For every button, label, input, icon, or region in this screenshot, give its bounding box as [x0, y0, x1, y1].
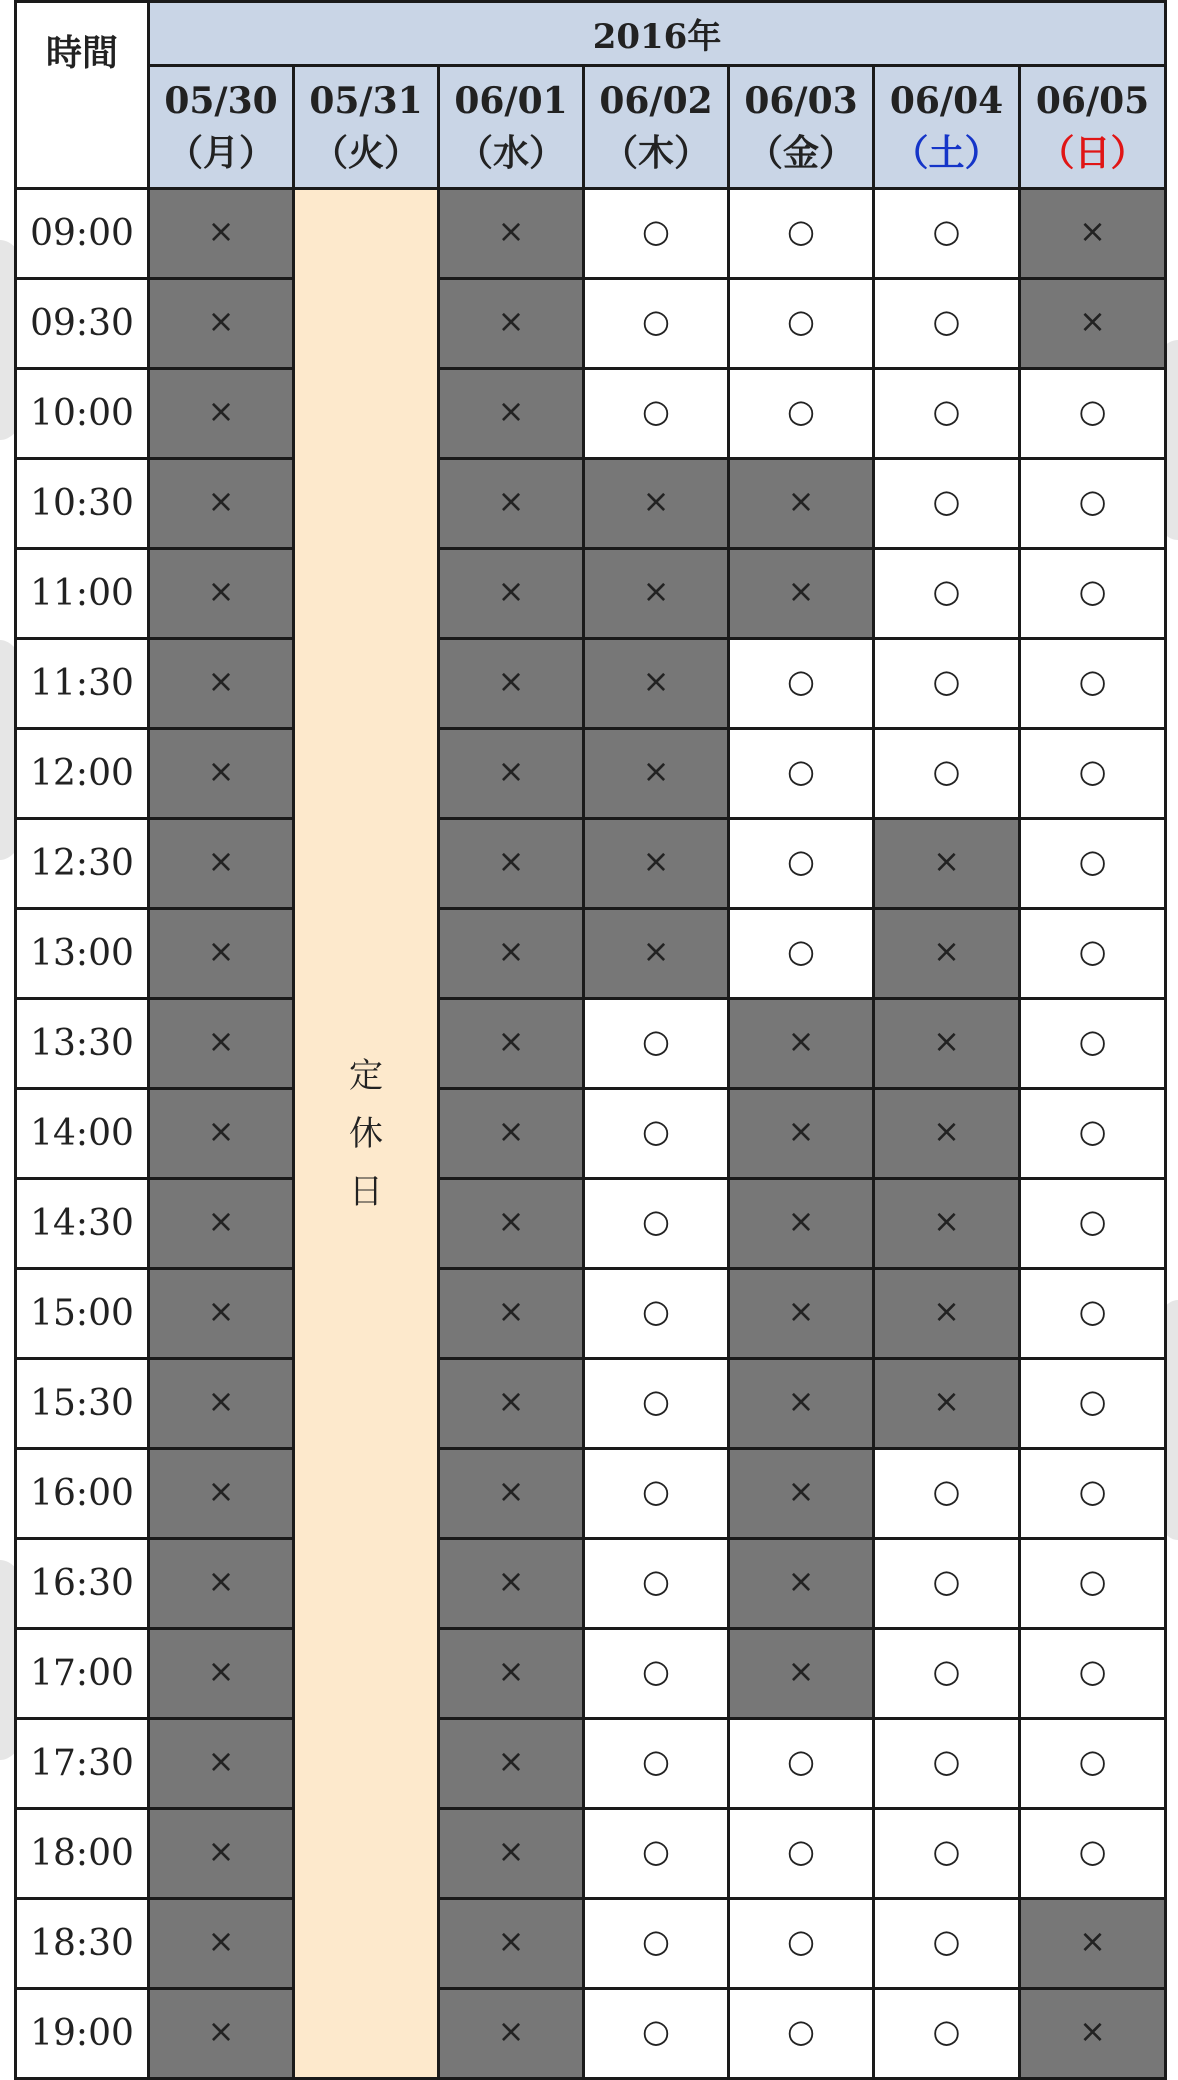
slot-unavailable: × [439, 459, 584, 549]
slot-available[interactable]: ○ [874, 1539, 1020, 1629]
slot-available[interactable]: ○ [874, 1809, 1020, 1899]
date-header-0605 [1020, 66, 1166, 189]
date-header-0603 [729, 66, 874, 189]
slot-available[interactable]: ○ [1020, 1089, 1166, 1179]
slot-available[interactable]: ○ [1020, 729, 1166, 819]
table-row [16, 1809, 1166, 1899]
table-row [16, 279, 1166, 369]
table-row [16, 999, 1166, 1089]
slot-unavailable: × [1020, 1989, 1166, 2079]
slot-available[interactable]: ○ [1020, 909, 1166, 999]
table-row [16, 639, 1166, 729]
time-slot-label: 12:00 [16, 729, 149, 819]
slot-available[interactable]: ○ [1020, 1539, 1166, 1629]
time-slot-label: 16:00 [16, 1449, 149, 1539]
slot-available[interactable]: ○ [584, 279, 729, 369]
time-slot-label: 15:30 [16, 1359, 149, 1449]
slot-available[interactable]: ○ [1020, 1269, 1166, 1359]
slot-unavailable: × [439, 1899, 584, 1989]
year-header: 2016年 [149, 2, 1166, 66]
slot-unavailable: × [149, 1359, 294, 1449]
slot-unavailable: × [149, 819, 294, 909]
slot-unavailable: × [729, 1089, 874, 1179]
date-header-0604 [874, 66, 1020, 189]
slot-unavailable: × [874, 999, 1020, 1089]
table-row [16, 369, 1166, 459]
date-label: 05/30 [164, 80, 278, 122]
slot-unavailable: × [149, 1899, 294, 1989]
weekday-label-saturday: （土） [892, 132, 1001, 174]
slot-unavailable: × [729, 1539, 874, 1629]
time-slot-label: 17:00 [16, 1629, 149, 1719]
date-label: 05/31 [309, 80, 423, 122]
slot-unavailable: × [439, 279, 584, 369]
slot-available[interactable]: ○ [1020, 459, 1166, 549]
time-slot-label: 17:30 [16, 1719, 149, 1809]
slot-available[interactable]: ○ [729, 909, 874, 999]
slot-available[interactable]: ○ [1020, 1629, 1166, 1719]
slot-unavailable: × [729, 549, 874, 639]
slot-available[interactable]: ○ [874, 369, 1020, 459]
table-row [16, 459, 1166, 549]
slot-unavailable: × [149, 909, 294, 999]
weekday-label: （火） [311, 132, 420, 174]
slot-available[interactable]: ○ [584, 1719, 729, 1809]
slot-available[interactable]: ○ [584, 1809, 729, 1899]
closed-day-label: 休 [349, 1113, 383, 1154]
slot-unavailable: × [729, 1449, 874, 1539]
slot-unavailable: × [1020, 189, 1166, 279]
slot-unavailable: × [439, 1539, 584, 1629]
slot-available[interactable]: ○ [584, 1989, 729, 2079]
table-row [16, 819, 1166, 909]
table-row [16, 549, 1166, 639]
slot-unavailable: × [149, 1809, 294, 1899]
time-slot-label: 14:00 [16, 1089, 149, 1179]
slot-unavailable: × [439, 369, 584, 459]
slot-unavailable: × [874, 1269, 1020, 1359]
table-row [16, 909, 1166, 999]
date-label: 06/04 [889, 80, 1004, 122]
slot-available[interactable]: ○ [1020, 1719, 1166, 1809]
date-header-0602 [584, 66, 729, 189]
slot-available[interactable]: ○ [729, 279, 874, 369]
slot-available[interactable]: ○ [729, 1989, 874, 2079]
slot-unavailable: × [874, 1179, 1020, 1269]
table-row [16, 1899, 1166, 1989]
slot-unavailable: × [729, 1629, 874, 1719]
slot-unavailable: × [149, 369, 294, 459]
slot-available[interactable]: ○ [584, 999, 729, 1089]
closed-day-cell [294, 189, 439, 2079]
slot-available[interactable]: ○ [874, 459, 1020, 549]
slot-unavailable: × [149, 1629, 294, 1719]
slot-unavailable: × [149, 549, 294, 639]
slot-unavailable: × [729, 1359, 874, 1449]
slot-unavailable: × [439, 999, 584, 1089]
schedule-body [16, 189, 1166, 2079]
time-slot-label: 18:00 [16, 1809, 149, 1899]
closed-day-label: 日 [349, 1171, 383, 1212]
time-slot-label: 19:00 [16, 1989, 149, 2079]
table-row [16, 1449, 1166, 1539]
table-row [16, 1359, 1166, 1449]
slot-available[interactable]: ○ [874, 639, 1020, 729]
slot-available[interactable]: ○ [874, 1719, 1020, 1809]
slot-available[interactable]: ○ [584, 1899, 729, 1989]
slot-unavailable: × [149, 1539, 294, 1629]
slot-unavailable: × [584, 549, 729, 639]
slot-unavailable: × [149, 1089, 294, 1179]
slot-unavailable: × [439, 1359, 584, 1449]
slot-available[interactable]: ○ [874, 1449, 1020, 1539]
slot-unavailable: × [729, 1179, 874, 1269]
slot-unavailable: × [1020, 279, 1166, 369]
slot-unavailable: × [439, 1809, 584, 1899]
slot-available[interactable]: ○ [1020, 819, 1166, 909]
slot-available[interactable]: ○ [1020, 639, 1166, 729]
slot-unavailable: × [439, 819, 584, 909]
time-slot-label: 18:30 [16, 1899, 149, 1989]
slot-unavailable: × [149, 459, 294, 549]
slot-available[interactable]: ○ [729, 729, 874, 819]
slot-unavailable: × [729, 1269, 874, 1359]
slot-unavailable: × [149, 1989, 294, 2079]
weekday-label-sunday: （日） [1038, 132, 1147, 174]
slot-unavailable: × [149, 999, 294, 1089]
slot-unavailable: × [1020, 1899, 1166, 1989]
time-slot-label: 09:00 [16, 189, 149, 279]
time-slot-label: 09:30 [16, 279, 149, 369]
slot-available[interactable]: ○ [1020, 999, 1166, 1089]
slot-available[interactable]: ○ [729, 189, 874, 279]
slot-available[interactable]: ○ [1020, 549, 1166, 639]
weekday-label: （月） [166, 132, 275, 174]
slot-available[interactable]: ○ [584, 1629, 729, 1719]
slot-available[interactable]: ○ [584, 1089, 729, 1179]
slot-available[interactable]: ○ [729, 819, 874, 909]
slot-unavailable: × [149, 1179, 294, 1269]
slot-unavailable: × [584, 639, 729, 729]
date-header-0531 [294, 66, 439, 189]
time-slot-label: 15:00 [16, 1269, 149, 1359]
date-header-0601 [439, 66, 584, 189]
slot-unavailable: × [439, 1089, 584, 1179]
date-label: 06/01 [454, 80, 568, 122]
time-slot-label: 11:00 [16, 549, 149, 639]
slot-unavailable: × [874, 909, 1020, 999]
slot-unavailable: × [874, 1089, 1020, 1179]
time-slot-label: 11:30 [16, 639, 149, 729]
table-row [16, 1269, 1166, 1359]
time-slot-label: 16:30 [16, 1539, 149, 1629]
slot-unavailable: × [584, 819, 729, 909]
slot-available[interactable]: ○ [1020, 1809, 1166, 1899]
table-row [16, 1539, 1166, 1629]
time-slot-label: 14:30 [16, 1179, 149, 1269]
slot-available[interactable]: ○ [874, 1899, 1020, 1989]
time-slot-label: 10:30 [16, 459, 149, 549]
slot-unavailable: × [439, 1989, 584, 2079]
slot-unavailable: × [874, 819, 1020, 909]
table-row [16, 189, 1166, 279]
closed-day-label: 定 [349, 1055, 383, 1096]
table-row [16, 1629, 1166, 1719]
time-slot-label: 13:30 [16, 999, 149, 1089]
slot-unavailable: × [584, 459, 729, 549]
slot-available[interactable]: ○ [874, 549, 1020, 639]
slot-unavailable: × [149, 189, 294, 279]
slot-unavailable: × [149, 1719, 294, 1809]
table-row [16, 729, 1166, 819]
slot-unavailable: × [729, 999, 874, 1089]
slot-available[interactable]: ○ [874, 279, 1020, 369]
slot-available[interactable]: ○ [584, 1359, 729, 1449]
slot-unavailable: × [439, 639, 584, 729]
slot-available[interactable]: ○ [874, 1629, 1020, 1719]
time-column-header: 時間 [16, 2, 149, 189]
date-label: 06/05 [1035, 80, 1150, 122]
slot-available[interactable]: ○ [874, 1989, 1020, 2079]
slot-available[interactable]: ○ [584, 369, 729, 459]
slot-unavailable: × [149, 1449, 294, 1539]
slot-unavailable: × [439, 189, 584, 279]
slot-available[interactable]: ○ [1020, 369, 1166, 459]
slot-available[interactable]: ○ [729, 1899, 874, 1989]
date-label: 06/03 [744, 80, 858, 122]
slot-available[interactable]: ○ [1020, 1449, 1166, 1539]
time-slot-label: 10:00 [16, 369, 149, 459]
table-row [16, 1719, 1166, 1809]
time-slot-label: 12:30 [16, 819, 149, 909]
slot-available[interactable]: ○ [584, 1539, 729, 1629]
table-row [16, 1989, 1166, 2079]
slot-unavailable: × [439, 1269, 584, 1359]
slot-unavailable: × [439, 1719, 584, 1809]
slot-available[interactable]: ○ [1020, 1179, 1166, 1269]
slot-unavailable: × [439, 1629, 584, 1719]
slot-unavailable: × [149, 1269, 294, 1359]
slot-unavailable: × [439, 909, 584, 999]
slot-available[interactable]: ○ [874, 189, 1020, 279]
slot-unavailable: × [584, 729, 729, 819]
slot-available[interactable]: ○ [729, 369, 874, 459]
slot-unavailable: × [874, 1359, 1020, 1449]
slot-unavailable: × [439, 1179, 584, 1269]
reservation-schedule-table [14, 0, 1167, 2080]
time-slot-label: 13:00 [16, 909, 149, 999]
weekday-label: （水） [456, 132, 565, 174]
slot-available[interactable]: ○ [584, 1449, 729, 1539]
weekday-label: （金） [746, 132, 855, 174]
slot-unavailable: × [149, 729, 294, 819]
slot-unavailable: × [584, 909, 729, 999]
slot-available[interactable]: ○ [874, 729, 1020, 819]
slot-available[interactable]: ○ [729, 1719, 874, 1809]
slot-unavailable: × [149, 279, 294, 369]
slot-unavailable: × [149, 639, 294, 729]
table-row [16, 1179, 1166, 1269]
slot-available[interactable]: ○ [729, 639, 874, 729]
weekday-label: （木） [601, 132, 710, 174]
slot-unavailable: × [439, 549, 584, 639]
table-row [16, 1089, 1166, 1179]
slot-unavailable: × [439, 1449, 584, 1539]
slot-available[interactable]: ○ [1020, 1359, 1166, 1449]
slot-available[interactable]: ○ [729, 1809, 874, 1899]
slot-unavailable: × [439, 729, 584, 819]
slot-available[interactable]: ○ [584, 1269, 729, 1359]
slot-available[interactable]: ○ [584, 189, 729, 279]
slot-unavailable: × [729, 459, 874, 549]
date-label: 06/02 [599, 80, 713, 122]
date-header-0530 [149, 66, 294, 189]
slot-available[interactable]: ○ [584, 1179, 729, 1269]
